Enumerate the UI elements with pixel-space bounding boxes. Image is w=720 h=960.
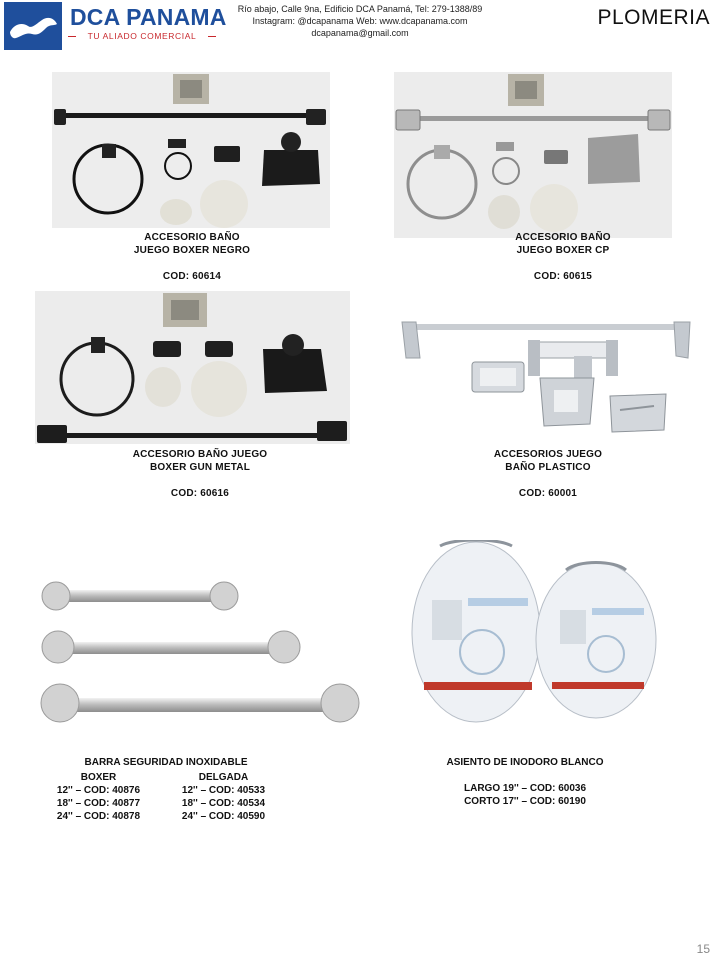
product-caption-bano-plastico <box>448 448 648 500</box>
product-caption-boxer-gun-metal <box>100 448 300 500</box>
address-text: Río abajo, Calle 9na, Edificio DCA Panamá, Tel: 279-1388/89 <box>237 4 483 14</box>
panama-map-logo-icon <box>4 2 62 50</box>
product-name-line1: ACCESORIOS JUEGO <box>493 449 603 460</box>
contact-info <box>222 3 498 39</box>
product-name-line1: ACCESORIO BAÑO <box>144 232 240 243</box>
product-name-line2: JUEGO BOXER CP <box>516 245 610 256</box>
delgada-column <box>161 771 286 823</box>
product-name-line2: BOXER GUN METAL <box>149 462 251 473</box>
product-caption-boxer-negro <box>92 231 292 283</box>
grab-bars-title: BARRA SEGURIDAD INOXIDABLE <box>84 757 248 768</box>
product-name-line1: ACCESORIO BAÑO <box>515 232 611 243</box>
product-code: COD: 60001 <box>518 488 578 499</box>
product-photo-boxer-negro <box>52 72 330 228</box>
product-photo-boxer-gun-metal <box>35 291 350 444</box>
boxer-code-12: 12'' – COD: 40876 <box>56 785 141 796</box>
toilet-seat-title: ASIENTO DE INODORO BLANCO <box>446 757 604 768</box>
delgada-code-12: 12'' – COD: 40533 <box>181 785 266 796</box>
boxer-label: BOXER <box>80 772 117 783</box>
delgada-label: DELGADA <box>198 772 249 783</box>
brand-name: DCA PANAMA <box>70 4 227 30</box>
boxer-code-24: 24'' – COD: 40878 <box>56 811 141 822</box>
grab-bars-caption <box>36 756 316 823</box>
product-code: COD: 60615 <box>533 271 593 282</box>
boxer-column <box>36 771 161 823</box>
boxer-code-18: 18'' – COD: 40877 <box>56 798 141 809</box>
page-number: 15 <box>696 942 710 956</box>
delgada-code-24: 24'' – COD: 40590 <box>181 811 266 822</box>
product-photo-toilet-seat <box>410 540 662 732</box>
toilet-seat-caption <box>410 756 640 808</box>
product-code: COD: 60614 <box>162 271 222 282</box>
product-name-line1: ACCESORIO BAÑO JUEGO <box>132 449 268 460</box>
email-text: dcapanama@gmail.com <box>311 28 409 38</box>
toilet-seat-corto: CORTO 17'' – COD: 60190 <box>464 796 586 807</box>
product-photo-grab-bars <box>38 572 362 730</box>
product-photo-boxer-cp <box>394 72 672 238</box>
delgada-code-18: 18'' – COD: 40534 <box>181 798 266 809</box>
brand-tagline: TU ALIADO COMERCIAL <box>70 31 214 41</box>
product-name-line2: JUEGO BOXER NEGRO <box>133 245 251 256</box>
product-code: COD: 60616 <box>170 488 230 499</box>
product-caption-boxer-cp <box>463 231 663 283</box>
social-text: Instagram: @dcapanama Web: www.dcapanama.com <box>252 16 468 26</box>
product-name-line2: BAÑO PLASTICO <box>505 462 591 473</box>
brand-logo <box>4 2 227 52</box>
toilet-seat-largo: LARGO 19'' – COD: 60036 <box>463 783 587 794</box>
product-photo-bano-plastico <box>398 318 694 440</box>
section-title: PLOMERIA <box>597 6 710 29</box>
